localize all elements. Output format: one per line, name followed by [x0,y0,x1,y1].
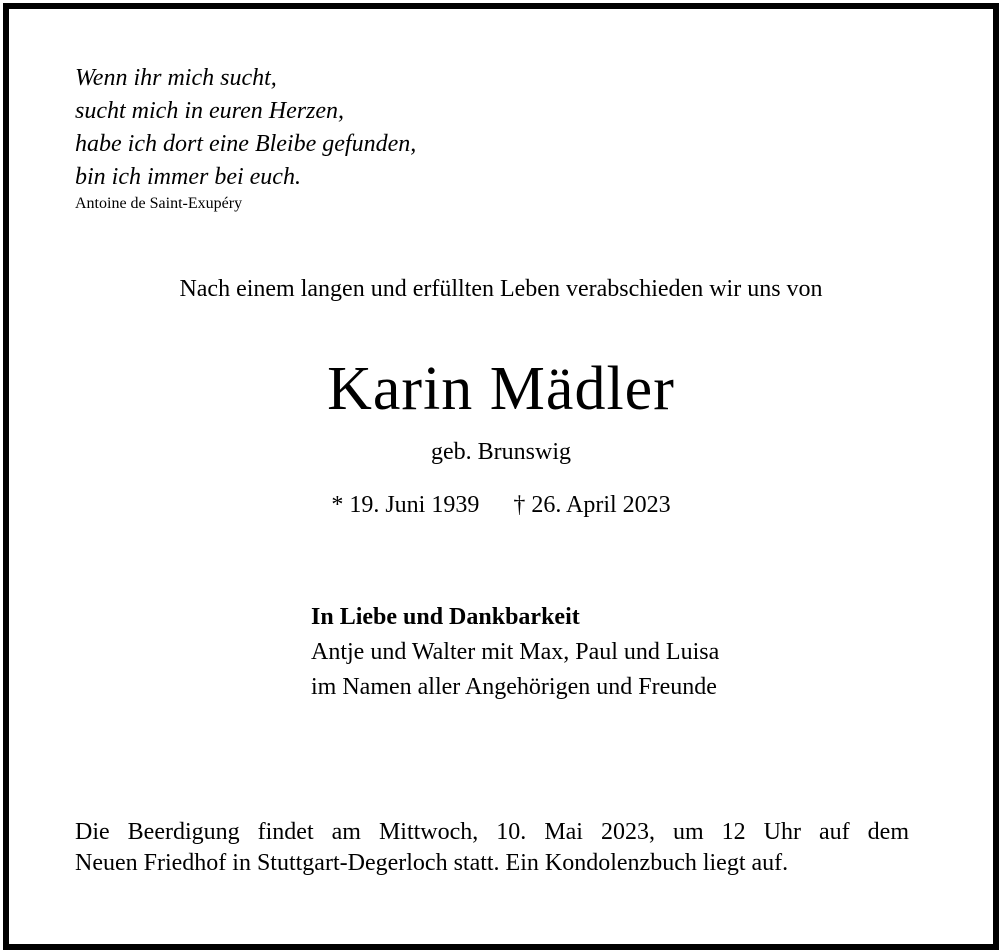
family-line: Antje und Walter mit Max, Paul und Luisa [311,639,720,665]
life-dates [9,489,993,521]
deceased-name: Karin Mädler [327,355,675,423]
funeral-line: Neuen Friedhof in Stuttgart-Degerloch statt. Ein Kondolenzbuch liegt auf. [75,850,789,876]
funeral-line: Die Beerdigung findet am Mittwoch, 10. Mai 2023, um 12 Uhr auf dem [75,819,909,845]
birth-date: * 19. Juni 1939 [331,492,480,518]
obituary-frame [3,3,999,950]
poem-line: habe ich dort eine Bleibe gefunden, [75,131,417,157]
family-signature [311,600,719,705]
poem-line: Wenn ihr mich sucht, [75,65,277,91]
death-date: † 26. April 2023 [513,492,671,518]
intro-text: Nach einem langen und erfüllten Leben verabschieden wir uns von [179,276,823,302]
family-heading: In Liebe und Dankbarkeit [311,604,580,630]
poem [75,62,416,194]
poem-line: sucht mich in euren Herzen, [75,98,345,124]
funeral-notice [75,817,909,879]
poem-author: Antoine de Saint-Exupéry [75,195,243,212]
family-line: im Namen aller Angehörigen und Freunde [311,674,717,700]
maiden-name: geb. Brunswig [431,439,571,465]
poem-line: bin ich immer bei euch. [75,164,301,190]
